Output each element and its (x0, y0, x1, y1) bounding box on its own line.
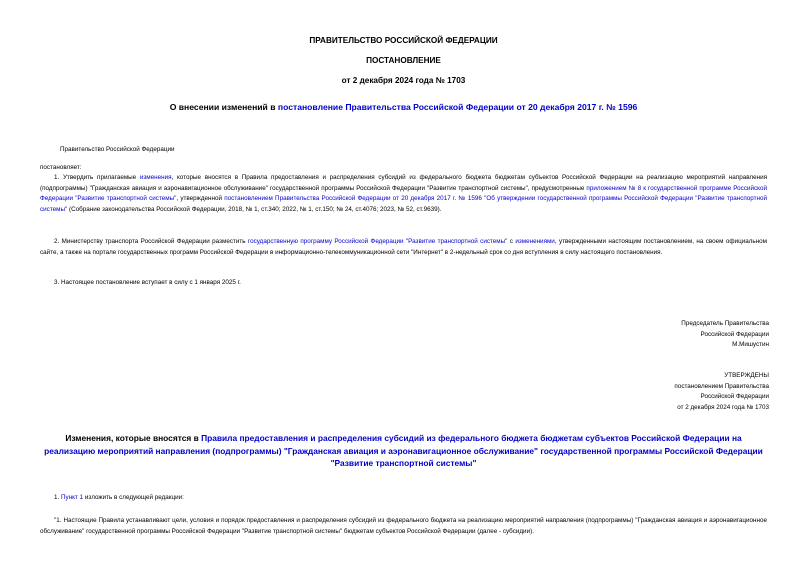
decides-line: постановляет: (40, 164, 82, 171)
changes-heading (40, 432, 767, 470)
approval-line-1: УТВЕРЖДЕНЫ (724, 372, 769, 379)
paragraph-3: 3. Настоящее постановление вступает в силу с 1 января 2025 г. (54, 279, 241, 286)
p1-text-b: , которые вносятся в Правила предоставления и распределения субсидий из федерального бюджета бюджетам субъектов Российской Федерации на реализацию мероприятий направления (подпрограммы) "Гражданская авиация и аэронавигационное обслуживание" государственной программы Российской Федерации "Развитие транспортной системы", предусмотренные (40, 174, 767, 192)
title-link[interactable]: постановление Правительства Российской Федерации от 20 декабря 2017 г. № 1596 (277, 102, 638, 112)
government-line: Правительство Российской Федерации (60, 146, 175, 153)
signature-name: М.Мишустин (732, 341, 769, 348)
approval-block (674, 371, 769, 413)
government-heading: ПРАВИТЕЛЬСТВО РОССИЙСКОЙ ФЕДЕРАЦИИ (309, 36, 498, 45)
changes-heading-link[interactable]: Правила предоставления и распределения субсидий из федерального бюджета бюджетам субъектов Российской Федерации на реализацию мероприятий направления (подпрограммы) "Гражданская авиация и аэронавигационное обслуживание" государственной программы Российской Федерации "Развитие транспортной системы" (44, 433, 763, 468)
p2-link-changes[interactable]: изменениями (515, 238, 555, 245)
paragraph-1 (40, 173, 767, 215)
p2-text-a: 2. Министерству транспорта Российской Федерации разместить (54, 238, 248, 245)
title-prefix: О внесении изменений в (169, 102, 278, 112)
p1-link-changes[interactable]: изменения (139, 174, 172, 181)
approval-line-2: постановлением Правительства (674, 382, 769, 390)
p2-text-b: с (507, 238, 516, 245)
p1-link-appendix[interactable]: приложением № 8 к государственной программе Российской Федерации "Развитие транспортной системы" (40, 184, 767, 202)
item-1 (54, 493, 184, 504)
p1-text-d: (Собрание законодательства Российской Федерации, 2018, № 1, ст.340; 2022, № 1, ст.150; № 24, ст.4076; 2023, № 52, ст.9639). (67, 205, 442, 213)
changes-heading-prefix: Изменения, которые вносятся в (65, 433, 202, 443)
p2-link-program[interactable]: государственную программу Российской Федерации "Развитие транспортной системы" (247, 238, 508, 245)
p1-text-a: 1. Утвердить прилагаемые (54, 174, 140, 181)
item1-text-b: изложить в следующей редакции: (83, 494, 184, 501)
signature-title: Председатель Правительства (681, 320, 769, 327)
p1-text-c: , утвержденной (176, 195, 225, 202)
p2-text-c: , утвержденными настоящим постановлением, на своем официальном сайте, а также на портале государственных программ Российской Федерации в информационно-телекоммуникационной сети "Интернет" в 2-недельный срок со дня вступления в силу настоящего постановления. (40, 238, 767, 256)
approval-line-3: Российской Федерации (700, 393, 769, 400)
quoted-paragraph: "1. Настоящие Правила устанавливают цели, условия и порядок предоставления и распределения субсидий из федерального бюджета на реализацию мероприятий направления (подпрограммы) "Гражданская авиация и аэронавигационное обслуживание" государственной программы Российской Федерации "Развитие транспортной системы" бюджетам субъектов Российской Федерации (далее - субсидии). (40, 517, 767, 535)
approval-line-4: от 2 декабря 2024 года № 1703 (677, 403, 769, 411)
p1-link-resolution[interactable]: постановлением Правительства Российской Федерации от 20 декабря 2017 г. № 1596 "Об утверждении государственной программы Российской Федерации "Развитие транспортной системы" (40, 195, 767, 213)
item1-link-point[interactable]: Пункт 1 (61, 494, 84, 501)
signature-org: Российской Федерации (700, 330, 769, 338)
paragraph-2 (40, 237, 767, 258)
document-type: ПОСТАНОВЛЕНИЕ (366, 56, 441, 65)
item1-text-a: 1. (54, 494, 62, 501)
signature-block (681, 319, 769, 351)
document-title (0, 102, 807, 112)
document-date-number: от 2 декабря 2024 года № 1703 (341, 76, 466, 85)
